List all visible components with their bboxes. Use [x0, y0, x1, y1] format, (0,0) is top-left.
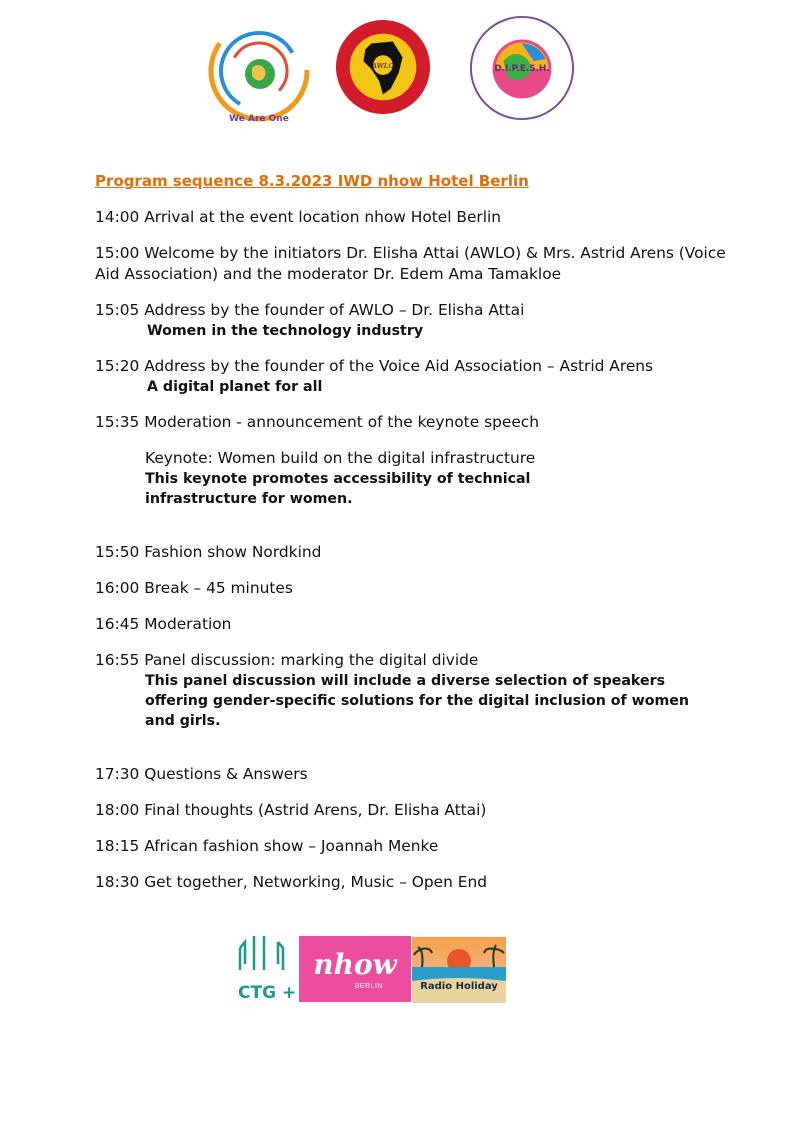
program-item-1400 — [95, 207, 735, 228]
program-item-1535 — [95, 412, 735, 433]
program-section — [95, 172, 735, 908]
ctg-label: CTG + — [238, 983, 297, 1003]
program-item-text: 15:50 Fashion show Nordkind — [95, 543, 322, 561]
dipesh-logo — [468, 14, 576, 122]
awlo-abbr: AWLO — [372, 61, 394, 70]
program-item-1645 — [95, 614, 735, 635]
spacer — [95, 524, 735, 542]
voice-aid-association-logo — [204, 16, 314, 126]
nhow-berlin-logo — [299, 936, 411, 1002]
program-item-text: 14:00 Arrival at the event location nhow Hotel Berlin — [95, 208, 502, 226]
program-item-1520 — [95, 356, 735, 397]
ctg-logo — [234, 930, 298, 1006]
dipesh-abbr: D.I.P.E.S.H. — [494, 63, 550, 74]
program-item-text: 15:35 Moderation - announcement of the keynote speech — [95, 413, 540, 431]
program-item-text: 18:30 Get together, Networking, Music – Open End — [95, 873, 487, 891]
program-item-text: 16:45 Moderation — [95, 615, 232, 633]
nhow-label: nhow — [313, 948, 397, 981]
keynote-block — [95, 448, 735, 509]
keynote-title: Keynote: Women build on the digital infrastructure — [145, 449, 536, 467]
radio-label: Radio Holiday — [420, 981, 498, 992]
program-item-1815 — [95, 836, 735, 857]
program-item-1655 — [95, 650, 735, 731]
radio-holiday-logo — [412, 937, 506, 1003]
sponsor-logos — [234, 930, 514, 1006]
program-item-subtitle: Women in the technology industry — [147, 323, 424, 339]
program-item-1830 — [95, 872, 735, 893]
program-item-1505 — [95, 300, 735, 341]
awlo-logo — [334, 18, 432, 116]
program-item-text: 15:00 Welcome by the initiators Dr. Elisha Attai (AWLO) & Mrs. Astrid Arens (Voice Aid Association) and the moderator Dr. Edem Ama Tamakloe — [95, 244, 726, 283]
program-item-text: 16:55 Panel discussion: marking the digital divide — [95, 651, 479, 669]
program-heading: Program sequence 8.3.2023 IWD nhow Hotel Berlin — [95, 172, 529, 190]
program-item-text: 18:15 African fashion show – Joannah Menke — [95, 837, 439, 855]
program-item-1500 — [95, 243, 735, 285]
program-item-subtitle: This panel discussion will include a diverse selection of speakers offering gender-specific solutions for the digital inclusion of women and girls. — [145, 673, 689, 729]
header-logos — [200, 14, 580, 134]
keynote-description: This keynote promotes accessibility of technical infrastructure for women. — [145, 471, 531, 507]
program-item-1730 — [95, 764, 735, 785]
vaa-tagline: We Are One — [229, 114, 289, 124]
nhow-sublabel: BERLIN — [354, 983, 383, 990]
program-item-text: 15:05 Address by the founder of AWLO – Dr. Elisha Attai — [95, 301, 525, 319]
program-item-1800 — [95, 800, 735, 821]
program-item-text: 16:00 Break – 45 minutes — [95, 579, 293, 597]
program-item-text: 15:20 Address by the founder of the Voice Aid Association – Astrid Arens — [95, 357, 654, 375]
program-item-1550 — [95, 542, 735, 563]
program-item-subtitle: A digital planet for all — [147, 379, 323, 395]
program-item-1600 — [95, 578, 735, 599]
program-item-text: 18:00 Final thoughts (Astrid Arens, Dr. Elisha Attai) — [95, 801, 487, 819]
program-item-text: 17:30 Questions & Answers — [95, 765, 308, 783]
spacer — [95, 746, 735, 764]
